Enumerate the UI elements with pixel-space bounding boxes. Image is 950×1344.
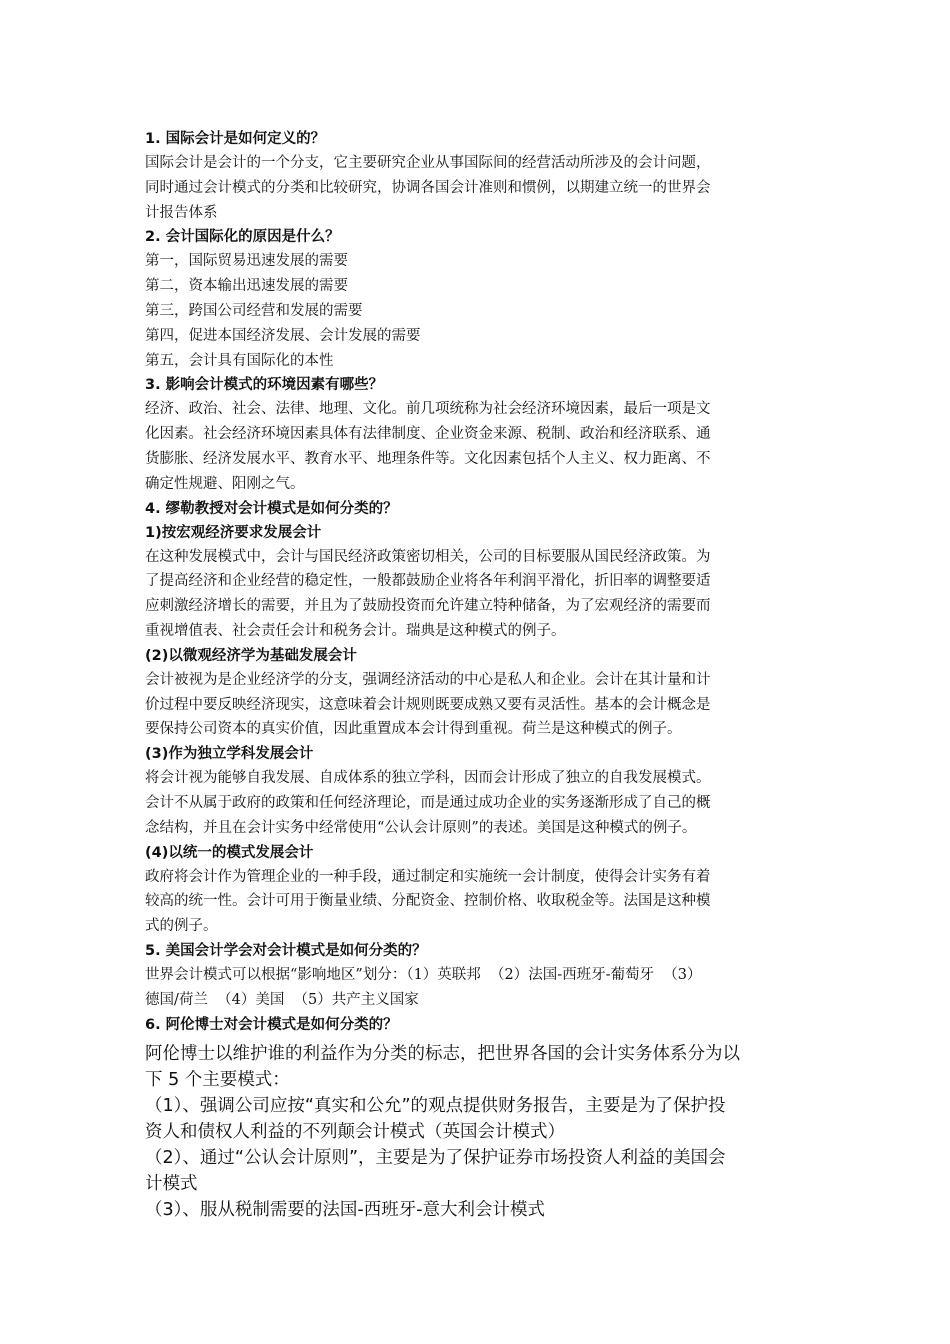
body-line: 第二，资本输出迅速发展的需要 — [145, 278, 348, 295]
body-line: 国际会计是会计的一个分支，它主要研究企业从事国际间的经营活动所涉及的会计问题， — [145, 155, 711, 171]
body-line: 德国/荷兰 （4）美国 （5）共产主义国家 — [145, 991, 419, 1008]
body-line-large: 资人和债权人利益的不列颠会计模式（英国会计模式） — [145, 1121, 565, 1142]
body-line: 价过程中要反映经济现实，这意味着会计规则既要成熟又要有灵活性。基本的会计概念是 — [145, 696, 711, 713]
body-line: 政府将会计作为管理企业的一种手段，通过制定和实施统一会计制度，使得会计实务有着 — [145, 868, 711, 885]
body-line: 应刺激经济增长的需要，并且为了鼓励投资而允许建立特种储备，为了宏观经济的需要而 — [145, 598, 711, 615]
body-line: 较高的统一性。会计可用于衡量业绩、分配资金、控制价格、收取税金等。法国是这种模 — [145, 893, 711, 910]
section-heading: 3. 影响会计模式的环境因素有哪些？ — [145, 377, 384, 394]
section-heading: (3)作为独立学科发展会计 — [145, 746, 314, 763]
section-heading: (2)以微观经济学为基础发展会计 — [145, 647, 357, 664]
body-line: 式的例子。 — [145, 918, 218, 935]
body-line-large: 计模式 — [145, 1173, 198, 1194]
body-line: 货膨胀、经济发展水平、教育水平、地理条件等。文化因素包括个人主义、权力距离、不 — [145, 450, 711, 467]
body-line: 会计被视为是企业经济学的分支，强调经济活动的中心是私人和企业。会计在其计量和计 — [145, 671, 711, 688]
section-heading: 4. 缪勒教授对会计模式是如何分类的？ — [145, 500, 398, 517]
body-line: 会计不从属于政府的政策和任何经济理论，而是通过成功企业的实务逐渐形成了自己的概 — [145, 794, 711, 811]
body-line: 在这种发展模式中，会计与国民经济政策密切相关，公司的目标要服从国民经济政策。为 — [145, 548, 711, 565]
section-heading: 1. 国际会计是如何定义的？ — [145, 131, 326, 147]
body-line-large: 下 5 个主要模式： — [145, 1069, 290, 1090]
body-line: 第三，跨国公司经营和发展的需要 — [145, 302, 363, 319]
body-line-large: 阿伦博士以维护谁的利益作为分类的标志，把世界各国的会计实务体系分为以 — [145, 1043, 740, 1064]
body-line: 确定性规避、阳刚之气。 — [145, 475, 305, 492]
body-line: 了提高经济和企业经营的稳定性，一般都鼓励企业将各年利润平滑化，折旧率的调整要适 — [145, 573, 711, 590]
body-line-large: （1）、强调公司应按“真实和公允”的观点提供财务报告，主要是为了保护投 — [145, 1095, 726, 1116]
body-line: 经济、政治、社会、法律、地理、文化。前几项统称为社会经济环境因素，最后一项是文 — [145, 401, 711, 418]
section-heading: 1)按宏观经济要求发展会计 — [145, 524, 322, 541]
body-line: 同时通过会计模式的分类和比较研究，协调各国会计准则和惯例，以期建立统一的世界会 — [145, 179, 711, 196]
section-heading: 5. 美国会计学会对会计模式是如何分类的？ — [145, 942, 427, 959]
section-heading: 6. 阿伦博士对会计模式是如何分类的？ — [145, 1016, 398, 1033]
section-heading: 2. 会计国际化的原因是什么？ — [145, 229, 340, 246]
body-line: 第五，会计具有国际化的本性 — [145, 352, 334, 369]
body-line: 计报告体系 — [145, 204, 218, 221]
body-line: 化因素。社会经济环境因素具体有法律制度、企业资金来源、税制、政治和经济联系、通 — [145, 426, 711, 443]
body-line: 第一，国际贸易迅速发展的需要 — [145, 253, 348, 270]
body-line: 要保持公司资本的真实价值，因此重置成本会计得到重视。荷兰是这种模式的例子。 — [145, 721, 682, 738]
section-heading: (4)以统一的模式发展会计 — [145, 844, 314, 861]
body-line-large: （2）、通过“公认会计原则”，主要是为了保护证券市场投资人利益的美国会 — [145, 1147, 726, 1168]
body-line: 第四，促进本国经济发展、会计发展的需要 — [145, 327, 421, 344]
document-body — [145, 127, 815, 1223]
body-line: 念结构，并且在会计实务中经常使用“公认会计原则”的表述。美国是这种模式的例子。 — [145, 819, 697, 836]
body-line: 重视增值表、社会责任会计和税务会计。瑞典是这种模式的例子。 — [145, 622, 566, 639]
body-line: 世界会计模式可以根据“影响地区”划分：（1）英联邦 （2）法国-西班牙-葡萄牙 （3） — [145, 966, 702, 983]
body-line: 将会计视为能够自我发展、自成体系的独立学科，因而会计形成了独立的自我发展模式。 — [145, 770, 711, 787]
body-line-large: （3）、服从税制需要的法国-西班牙-意大利会计模式 — [145, 1199, 546, 1220]
